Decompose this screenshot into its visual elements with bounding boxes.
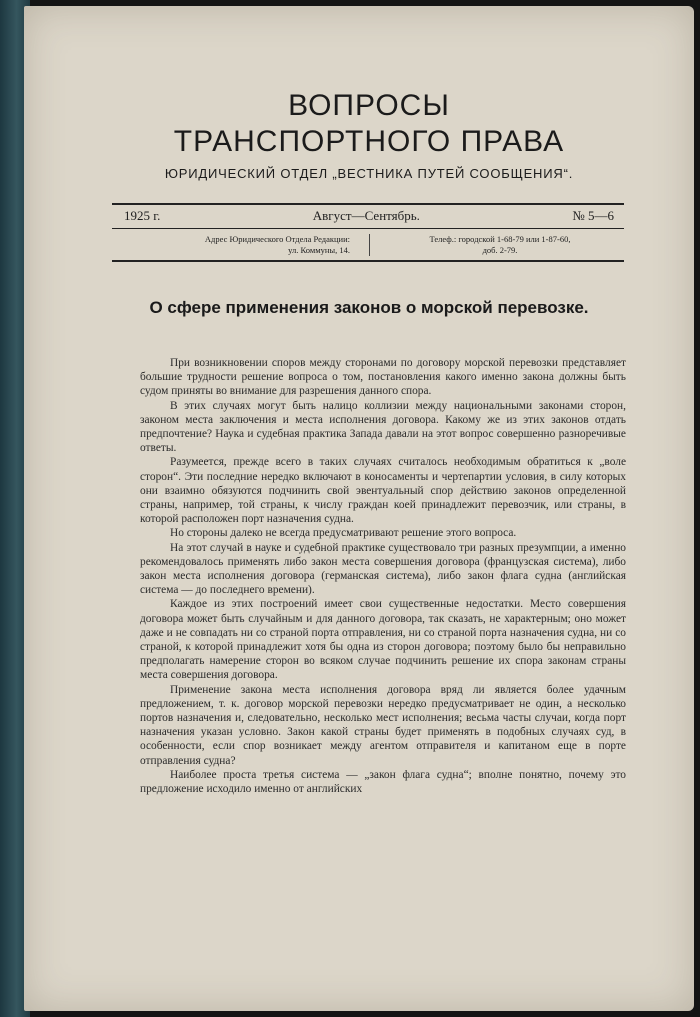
article-paragraph: Каждое из этих построений имеет свои существенные недостатки. Место совершения договора может быть случайным и для данного договора, так сказать, не характерным; оно может даже и не совпадать ни со страной порта отправления, ни со страной порта назначения судна, ни со страной, к которой принадлежит хотя бы одна из сторон договора; поэтому было бы неправильно предполагать намерение сторон во всяком случае подчинить решение их спора законам страны места совершения договора. <box>140 598 626 682</box>
article-paragraph: Применение закона места исполнения договора вряд ли является более удачным предложением, т. к. договор морской перевозки нередко предусматривает не один, а несколько портов назначения и, следовательно, несколько мест исполнения; весьма часты случаи, когда порт назначения указан условно. Закон какой страны будет применять в подобных случаях суд, в особенности, если спор возникает между агентом отправителя и капитаном еще в порте отправления судна? <box>140 683 626 767</box>
article-paragraph: На этот случай в науке и судебной практике существовало три разных презумпции, а именно рекомендовалось применять либо закон места совершения договора (французская система), либо закон места исполнения договора (германская система), либо закон флага судна (английская система — до последнего времени). <box>140 541 626 597</box>
header-rule-top <box>112 203 624 205</box>
article-paragraph: Но стороны далеко не всегда предусматривают решение этого вопроса. <box>170 527 517 540</box>
article-body <box>140 356 626 796</box>
article-paragraph: Разумеется, прежде всего в таких случаях считалось необходимым обратиться к „воле сторон“. Эти последние нередко включают в коносаменты и чертепартии условия, в силу которых они взаимно обязуются подчинить свой эвентуальный спор действию законов определенной страны, например, той страны, к числу граждан коей принадлежит перевозчик, или страны, в которой расположен порт назначения судна. <box>140 456 626 526</box>
article-paragraph: При возникновении споров между сторонами по договору морской перевозки представляет большие трудности решение вопроса о том, постановления какого именно закона должны быть судом приняты во внимание для разрешения данного спора. <box>140 357 626 398</box>
journal-page <box>24 6 694 1011</box>
header-rule-bottom <box>112 260 624 262</box>
editorial-address <box>120 234 350 256</box>
journal-title-line2: ТРАНСПОРТНОГО ПРАВА <box>173 125 565 158</box>
article-paragraph: Наиболее проста третья система — „закон флага судна“; вполне понятно, почему это предложение исходило именно от английских <box>140 768 626 796</box>
header-rule-middle <box>112 228 624 229</box>
masthead <box>109 82 629 181</box>
phone-line2: доб. 2-79. <box>482 245 518 255</box>
journal-department: ЮРИДИЧЕСКИЙ ОТДЕЛ „ВЕСТНИКА ПУТЕЙ СООБЩЕНИЯ“. <box>164 166 574 181</box>
journal-title-line1: ВОПРОСЫ <box>288 89 450 122</box>
issue-months: Август—Сентябрь. <box>312 208 420 223</box>
article-paragraph: В этих случаях могут быть налицо коллизии между национальными законами сторон, законом места заключения и места исполнения договора. Какому же из этих законов отдать предпочтение? Наука и судебная практика Запада давали на этот вопрос совершенно разноречивые ответы. <box>140 399 626 455</box>
phone-line1: Телеф.: городской 1-68-79 или 1-87-60, <box>429 234 571 244</box>
issue-info <box>124 208 614 224</box>
address-line2: ул. Коммуны, 14. <box>288 245 350 255</box>
issue-year: 1925 г. <box>124 208 161 223</box>
article-title: О сфере применения законов о морской перевозке. <box>149 298 589 317</box>
editorial-phones <box>380 234 620 256</box>
issue-number: № 5—6 <box>572 208 614 223</box>
address-line1: Адрес Юридического Отдела Редакции: <box>204 234 350 244</box>
address-block <box>120 234 620 256</box>
address-divider <box>369 234 370 256</box>
